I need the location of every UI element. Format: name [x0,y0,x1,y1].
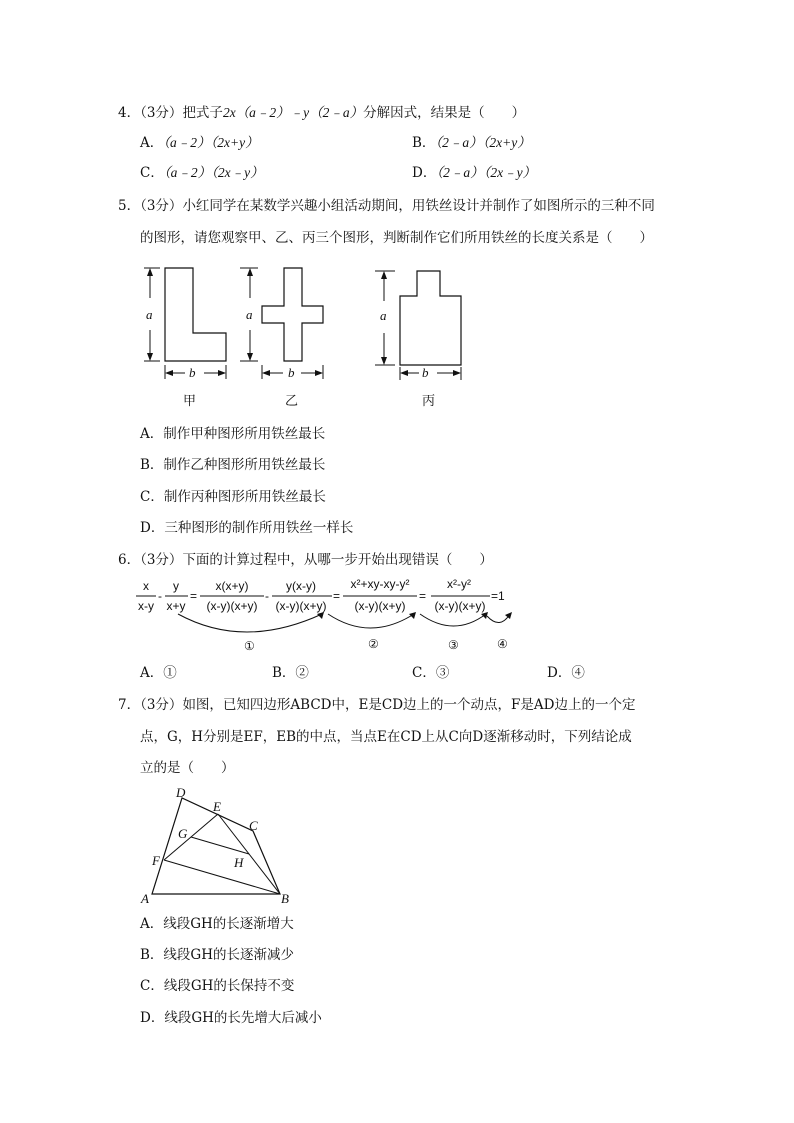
option-letter: A． [140,916,164,932]
arrowhead [247,353,253,361]
stem-text: 分解因式，结果是（ ） [363,105,526,121]
option-letter: C． [412,665,436,681]
fraction-numerator: y(x-y) [286,579,316,593]
arrowhead [147,268,153,276]
width-label: b [189,365,196,380]
option-letter: A． [140,135,164,151]
step-marker-3: ③ [448,638,459,652]
option-letter: D． [412,165,437,181]
option-text: （a﹣2）（2x+y） [163,135,259,150]
operator: - [265,589,269,603]
option-text: ③ [435,665,450,681]
option-letter: A． [140,665,164,681]
fraction-numerator: x²+xy-xy-y² [350,577,410,591]
fraction-denominator: x-y [138,599,154,613]
fraction-numerator: x [143,579,149,593]
q4-option-a[interactable] [140,133,259,153]
arrowhead [247,268,253,276]
fraction-numerator: y [173,579,179,593]
option-letter: D． [140,520,165,536]
q7-stem-line1 [118,695,635,715]
step-arrow-3 [420,614,486,626]
arrowhead [262,370,270,376]
option-text: 线段GH的长逐渐减少 [163,947,294,963]
option-letter: A． [140,426,164,442]
arrowhead [381,357,387,365]
height-label: a [146,307,153,322]
segment-fb [164,860,280,894]
stem-text: 小红同学在某数学兴趣小组活动期间，用铁丝设计并制作了如图所示的三种不同 [182,198,655,214]
q5-stem-line1 [118,196,655,216]
score: （3分） [140,552,183,568]
width-label: b [288,365,295,380]
figure-bing [375,271,461,409]
q7-option-c[interactable] [140,976,294,996]
q7-quadrilateral-figure [136,782,306,907]
figure-yi [240,268,323,409]
figure-caption: 丙 [422,394,436,409]
q6-option-d[interactable] [547,663,585,683]
q7-option-a[interactable] [140,914,294,934]
option-letter: B． [140,457,164,473]
option-text: （2﹣a）（2x+y） [435,135,531,150]
q6-calculation [134,572,534,656]
q5-figures [130,258,490,413]
fraction-numerator: x(x+y) [215,579,249,593]
arrowhead [453,370,461,376]
score: （3分） [140,105,183,121]
operator: - [158,589,162,603]
stem-text: 下面的计算过程中，从哪一步开始出现错误（ ） [182,552,493,568]
width-label: b [422,365,429,380]
option-text: 制作丙种图形所用铁丝最长 [163,489,326,505]
option-text: 制作乙种图形所用铁丝最长 [163,457,326,473]
option-text: ④ [571,665,585,681]
question-number: 4． [118,105,141,121]
fraction-denominator: (x-y)(x+y) [206,599,258,613]
q4-option-b[interactable] [412,133,531,153]
point-a-label: A [141,891,149,906]
step-marker-2: ② [368,637,379,651]
cross-shape [262,268,323,361]
expression: 2x（a﹣2）﹣y（2﹣a） [222,105,364,120]
option-letter: C． [140,489,164,505]
point-b-label: B [281,891,289,906]
q5-option-c[interactable] [140,487,326,507]
q4-stem [118,103,525,123]
q7-option-b[interactable] [140,945,294,965]
option-letter: D． [140,1010,165,1026]
option-text: 三种图形的制作所用铁丝一样长 [164,520,354,536]
q5-stem-line2: 的图形，请您观察甲、乙、丙三个图形，判断制作它们所用铁丝的长度关系是（ ） [140,230,653,246]
option-text: 线段GH的长保持不变 [163,978,295,994]
option-letter: B． [412,135,436,151]
question-number: 5． [118,198,141,214]
option-text: 线段GH的长逐渐增大 [163,916,294,932]
step-marker-1: ① [244,639,255,653]
score: （3分） [140,198,183,214]
operator: = [419,589,427,603]
operator: =1 [491,589,505,603]
arrowhead [409,612,416,619]
q5-option-b[interactable] [140,455,325,475]
option-text: 线段GH的长先增大后减小 [164,1010,322,1026]
operator: = [333,589,341,603]
q6-option-a[interactable] [140,663,177,683]
segment-gh [191,837,249,854]
point-h-label: H [234,855,244,870]
point-c-label: C [249,818,258,833]
fraction-denominator: (x-y)(x+y) [434,599,486,613]
q5-option-d[interactable] [140,518,353,538]
q6-stem [118,550,493,570]
option-letter: C． [140,978,164,994]
option-letter: C． [140,165,164,181]
stem-text: 把式子 [182,105,223,121]
arrowhead [315,370,323,376]
q7-stem-line2: 点，G，H分别是EF，EB的中点，当点E在CD上从C向D逐渐移动时，下列结论成 [140,729,632,745]
q6-option-b[interactable] [272,663,309,683]
step-arrow-2 [328,614,414,628]
q7-option-d[interactable] [140,1008,322,1028]
step-arrow-1 [178,614,322,632]
height-label: a [380,308,387,323]
stem-text: 如图，已知四边形ABCD中，E是CD边上的一个动点，F是AD边上的一个定 [182,697,636,713]
arrowhead [381,271,387,279]
figure-caption: 乙 [285,394,299,409]
height-label: a [246,307,253,322]
score: （3分） [140,697,183,713]
fraction-denominator: x+y [166,599,186,613]
arrowhead [400,370,408,376]
arrowhead [481,612,488,619]
fraction-denominator: (x-y)(x+y) [275,599,327,613]
q7-stem-line3: 立的是（ ） [140,760,235,776]
stepped-shape [400,271,461,365]
point-d-label: D [176,785,186,800]
option-text: （2﹣a）（2x﹣y） [436,165,537,180]
fraction-numerator: x²-y² [447,577,471,591]
q6-option-c[interactable] [412,663,449,683]
point-g-label: G [178,826,188,841]
figure-caption: 甲 [183,394,197,409]
operator: = [190,589,198,603]
point-f-label: F [152,853,160,868]
point-e-label: E [213,799,221,814]
q5-option-a[interactable] [140,424,325,444]
arrowhead [165,370,173,376]
option-letter: D． [547,665,572,681]
question-number: 6． [118,552,141,568]
step-marker-4: ④ [497,637,508,651]
question-number: 7． [118,697,141,713]
q4-option-c[interactable] [140,163,264,183]
option-letter: B． [140,947,164,963]
arrowhead [505,612,512,619]
option-text: 制作甲种图形所用铁丝最长 [163,426,326,442]
option-letter: B． [272,665,296,681]
fraction-denominator: (x-y)(x+y) [354,599,406,613]
option-text: ② [295,665,309,681]
l-shape [165,268,226,361]
arrowhead [218,370,226,376]
option-text: （a﹣2）（2x﹣y） [163,165,264,180]
arrowhead [147,353,153,361]
figure-jia [144,268,226,409]
option-text: ① [163,665,177,681]
q4-option-d[interactable] [412,163,536,183]
